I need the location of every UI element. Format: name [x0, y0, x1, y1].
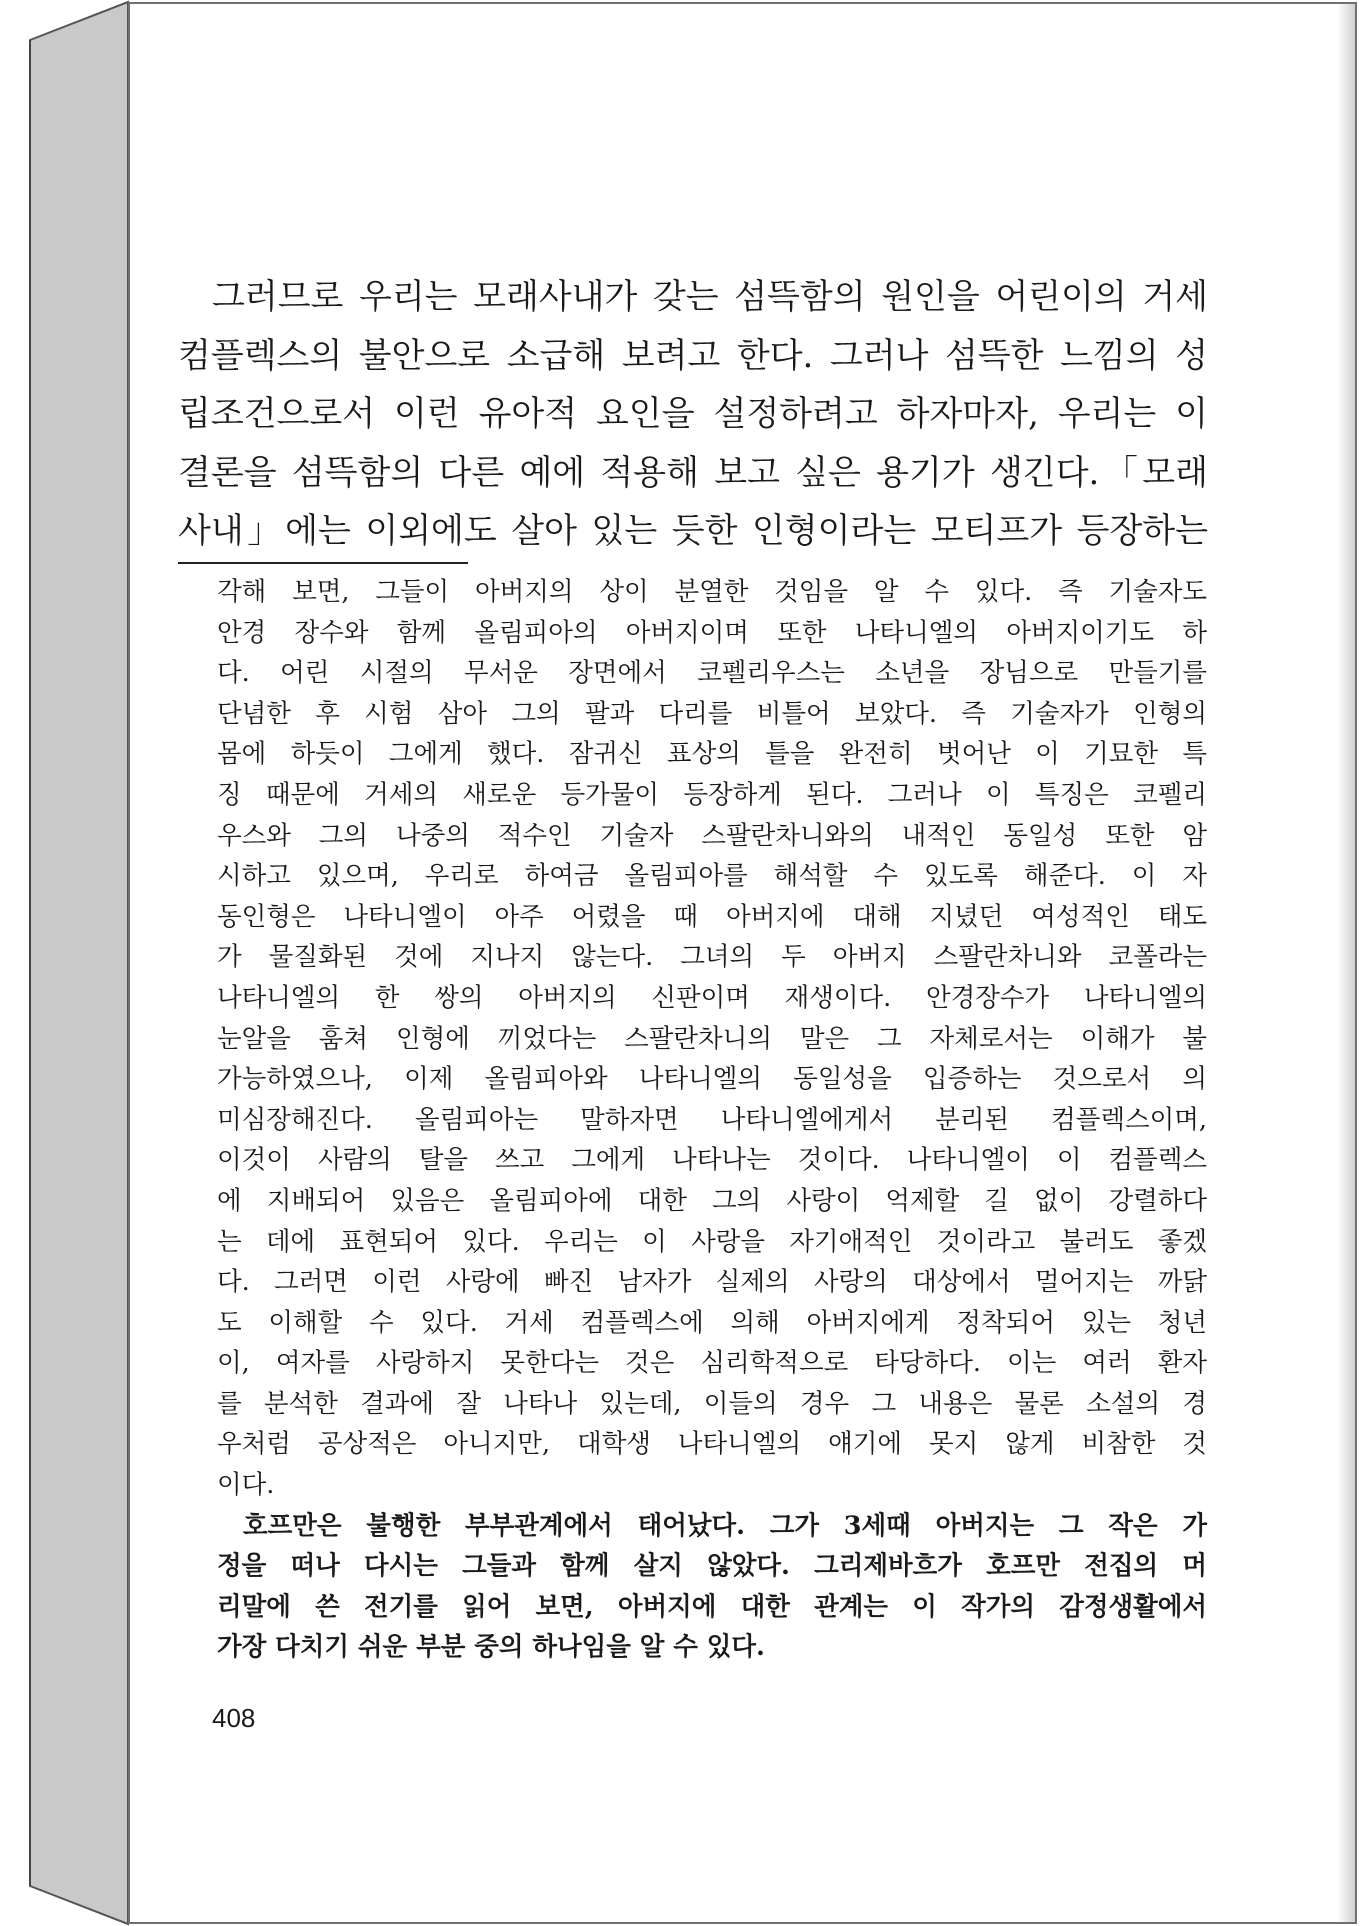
- footnote-line: 동인형은 나타니엘이 아주 어렸을 때 아버지에 대해 지녔던 여성적인 태도: [217, 901, 1207, 932]
- main-text-line: 컴플렉스의 불안으로 소급해 보려고 한다. 그러나 섬뜩한 느낌의 성: [178, 335, 1208, 376]
- footnote-line: 단념한 후 시험 삼아 그의 팔과 다리를 비틀어 보았다. 즉 기술자가 인형의: [217, 698, 1207, 729]
- footnote-line: 도 이해할 수 있다. 거세 컴플렉스에 의해 아버지에게 정착되어 있는 청년: [217, 1307, 1207, 1338]
- main-text-line: 그러므로 우리는 모래사내가 갖는 섬뜩함의 원인을 어린이의 거세: [212, 277, 1208, 317]
- footnote-text: [217, 572, 1207, 1668]
- main-text-line: 립조건으로서 이런 유아적 요인을 설정하려고 하자마자, 우리는 이: [178, 394, 1208, 434]
- page-number: 408: [212, 1703, 256, 1733]
- footnote-line: 다. 어린 시절의 무서운 장면에서 코펠리우스는 소년을 장님으로 만들기를: [217, 658, 1207, 689]
- main-body-text: [178, 268, 1208, 561]
- footnote-line: 이것이 사람의 탈을 쓰고 그에게 나타나는 것이다. 나타니엘이 이 컴플렉스: [217, 1145, 1207, 1176]
- page-edge-shadow: [1337, 4, 1355, 1922]
- footnote-line: 눈알을 훔쳐 인형에 끼었다는 스팔란차니의 말은 그 자체로서는 이해가 불: [217, 1023, 1207, 1054]
- footnote-line: 리말에 쓴 전기를 읽어 보면, 아버지에 대한 관계는 이 작가의 감정생활에서: [217, 1591, 1207, 1622]
- footnote-line: 를 분석한 결과에 잘 나타나 있는데, 이들의 경우 그 내용은 물론 소설의 경: [217, 1388, 1207, 1419]
- footnote-line: 이다.: [217, 1470, 275, 1501]
- footnote-line: 몸에 하듯이 그에게 했다. 잠귀신 표상의 틀을 완전히 벗어난 이 기묘한 특: [217, 739, 1207, 770]
- footnote-divider: [178, 562, 468, 564]
- footnote-line: 각해 보면, 그들이 아버지의 상이 분열한 것임을 알 수 있다. 즉 기술자도: [217, 577, 1207, 607]
- footnote-line: 안경 장수와 함께 올림피아의 아버지이며 또한 나타니엘의 아버지이기도 하: [217, 617, 1207, 648]
- footnote-line: 정을 떠나 다시는 그들과 함께 살지 않았다. 그리제바흐가 호프만 전집의 머: [217, 1551, 1207, 1582]
- main-text-line: 사내」에는 이외에도 살아 있는 듯한 인형이라는 모티프가 등장하는: [178, 511, 1208, 551]
- footnote-line: 다. 그러면 이런 사랑에 빠진 남자가 실제의 사랑의 대상에서 멀어지는 까닭: [217, 1267, 1207, 1298]
- footnote-line: 우처럼 공상적은 아니지만, 대학생 나타니엘의 얘기에 못지 않게 비참한 것: [217, 1429, 1207, 1460]
- footnote-line: 가 물질화된 것에 지나지 않는다. 그녀의 두 아버지 스팔란차니와 코폴라는: [217, 942, 1207, 973]
- footnote-line: 이, 여자를 사랑하지 못한다는 것은 심리학적으로 타당하다. 이는 여러 환자: [217, 1348, 1207, 1379]
- footnote-line: 나타니엘의 한 쌍의 아버지의 신판이며 재생이다. 안경장수가 나타니엘의: [217, 982, 1207, 1013]
- footnote-line: 가장 다치기 쉬운 부분 중의 하나임을 알 수 있다.: [217, 1632, 765, 1663]
- footnote-line: 시하고 있으며, 우리로 하여금 올림피아를 해석할 수 있도록 해준다. 이 자: [217, 861, 1207, 892]
- footnote-line: 에 지배되어 있음은 올림피아에 대한 그의 사랑이 억제할 길 없이 강렬하다: [217, 1185, 1207, 1216]
- footnote-line: 우스와 그의 나중의 적수인 기술자 스팔란차니와의 내적인 동일성 또한 암: [217, 820, 1207, 851]
- footnote-line: 징 때문에 거세의 새로운 등가물이 등장하게 된다. 그러나 이 특징은 코펠리: [217, 779, 1207, 810]
- footnote-line: 호프만은 불행한 부부관계에서 태어났다. 그가 3세때 아버지는 그 작은 가: [243, 1510, 1207, 1541]
- footnote-line: 가능하였으나, 이제 올림피아와 나타니엘의 동일성을 입증하는 것으로서 의: [217, 1064, 1207, 1095]
- footnote-line: 는 데에 표현되어 있다. 우리는 이 사랑을 자기애적인 것이라고 불러도 좋겠: [217, 1226, 1207, 1257]
- main-text-line: 결론을 섬뜩함의 다른 예에 적용해 보고 싶은 용기가 생긴다.「모래: [178, 452, 1208, 493]
- footnote-line: 미심장해진다. 올림피아는 말하자면 나타니엘에게서 분리된 컴플렉스이며,: [217, 1104, 1207, 1135]
